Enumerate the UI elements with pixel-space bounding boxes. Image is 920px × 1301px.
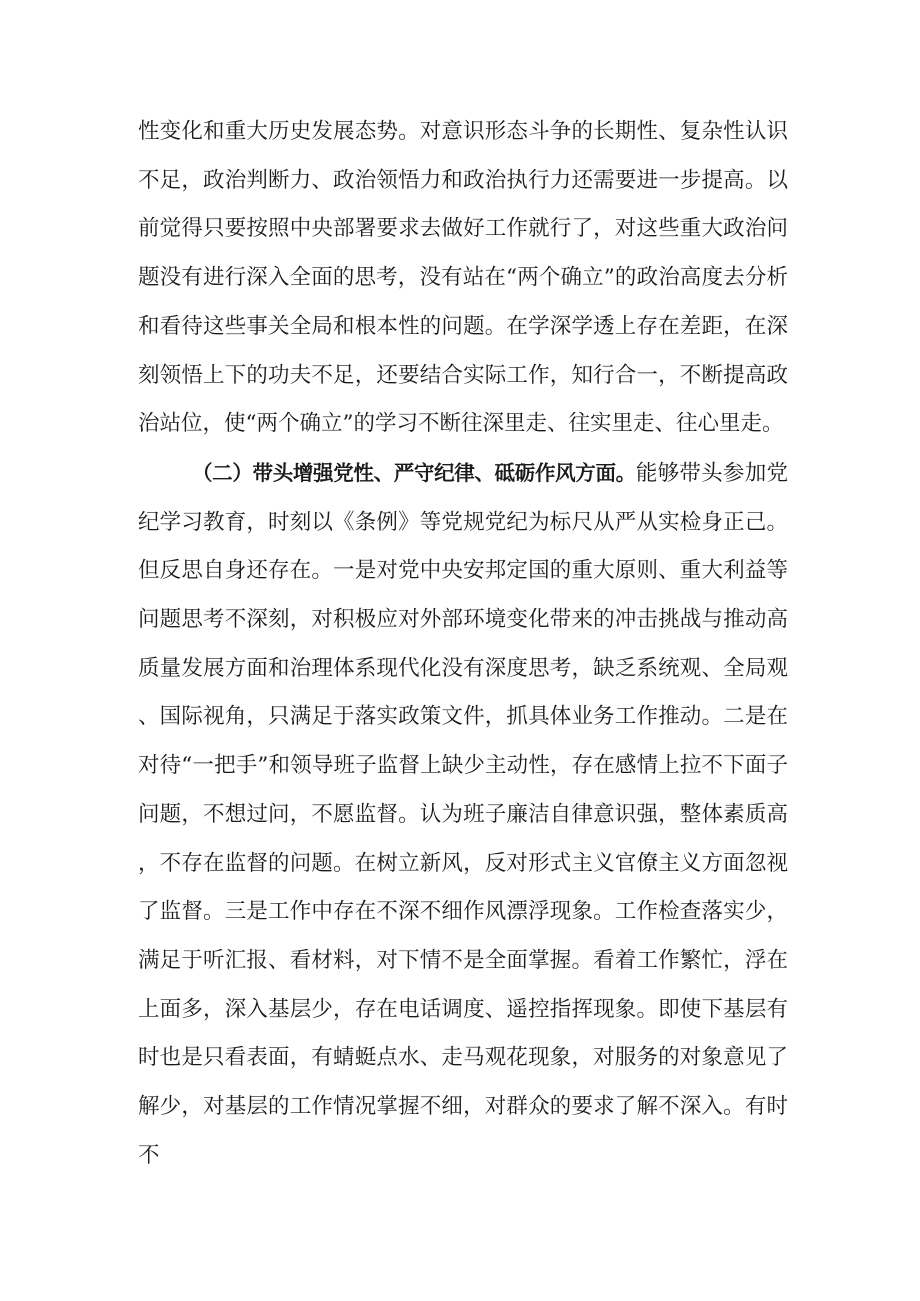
- section-heading: （二）带头增强党性、严守纪律、砥砺作风方面。: [192, 460, 636, 485]
- paragraph-1: 性变化和重大历史发展态势。对意识形态斗争的长期性、复杂性认识不足，政治判断力、政治领悟力和政治执行力还需要进一步提高。以前觉得只要按照中央部署要求去做好工作就行了，对这些重大政治问题没有进行深入全面的思考，没有站在“两个确立”的政治高度去分析和看待这些事关全局和根本性的问题。在学深学透上存在差距，在深刻领悟上下的功夫不足，还要结合实际工作，知行合一，不断提高政治站位，使“两个确立”的学习不断往深里走、往实里走、往心里走。: [138, 119, 788, 437]
- paragraph-2-text: 能够带头参加党纪学习教育，时刻以《条例》等党规党纪为标尺从严从实检身正己。但反思自身还存在。一是对党中央安邦定国的重大原则、重大利益等问题思考不深刻，对积极应对外部环境变化带来的冲击挑战与推动高质量发展方面和治理体系现代化没有深度思考，缺乏系统观、全局观、国际视角，只满足于落实政策文件，抓具体业务工作推动。二是在对待“一把手”和领导班子监督上缺少主动性，存在感情上拉不下面子问题，不想过问，不愿监督。认为班子廉洁自律意识强，整体素质高，不存在监督的问题。在树立新风，反对形式主义官僚主义方面忽视了监督。三是工作中存在不深不细作风漂浮现象。工作检查落实少，满足于听汇报、看材料，对下情不是全面掌握。看着工作繁忙，浮在上面多，深入基层少，存在电话调度、遥控指挥现象。即使下基层有时也是只看表面，有蜻蜓点水、走马观花现象，对服务的对象意见了解少，对基层的工作情况掌握不细，对群众的要求了解不深入。有时不: [138, 460, 788, 1168]
- paragraph-2: [138, 449, 788, 1181]
- document-body: [138, 108, 788, 1180]
